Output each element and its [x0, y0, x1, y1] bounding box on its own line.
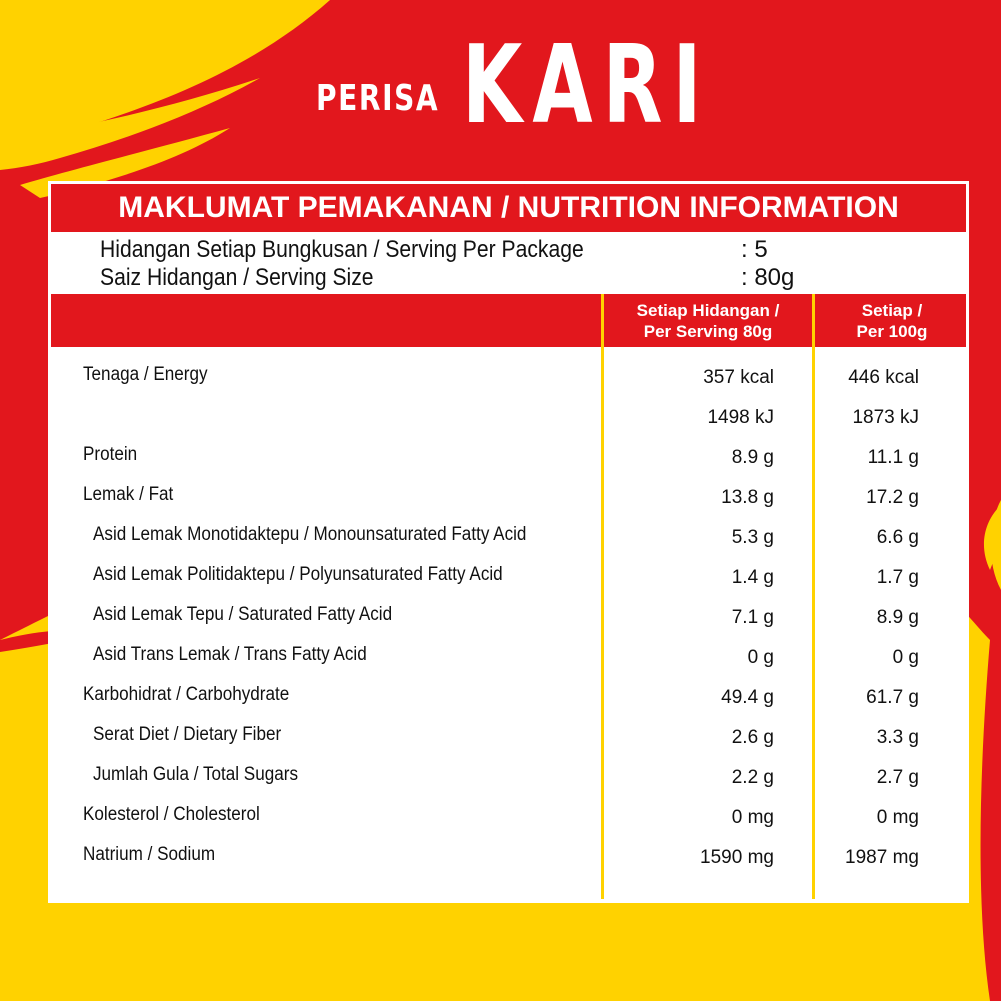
flavour-name: KARI — [462, 23, 712, 148]
row-label: Natrium / Sodium — [83, 844, 216, 865]
per-serving-value: 1498 kJ — [707, 407, 774, 428]
per-100g-value: 3.3 g — [876, 727, 919, 748]
per-serving-value: 13.8 g — [721, 487, 774, 508]
flavour-title — [0, 23, 1001, 150]
column-header-per-serving: Setiap Hidangan / Per Serving 80g — [636, 300, 780, 341]
row-label: Asid Trans Lemak / Trans Fatty Acid — [93, 644, 367, 665]
row-label: Protein — [83, 444, 138, 465]
per-serving-value: 49.4 g — [721, 687, 774, 708]
row-label: Serat Diet / Dietary Fiber — [93, 724, 282, 745]
per-100g-value: 6.6 g — [876, 527, 919, 548]
row-label: Tenaga / Energy — [83, 364, 208, 385]
per-serving-value: 7.1 g — [731, 607, 774, 628]
per-100g-value: 61.7 g — [866, 687, 919, 708]
column-divider — [812, 294, 815, 899]
serving-size-value: : 80g — [741, 264, 795, 291]
per-serving-value: 5.3 g — [731, 527, 774, 548]
per-serving-value: 0 g — [747, 647, 774, 668]
per-serving-value: 357 kcal — [703, 367, 774, 388]
column-header-per-100g: Setiap / Per 100g — [856, 300, 928, 341]
serving-per-package-label: Hidangan Setiap Bungkusan / Serving Per Package — [100, 236, 584, 263]
serving-size-label: Saiz Hidangan / Serving Size — [100, 264, 374, 291]
per-100g-value: 1873 kJ — [852, 407, 919, 428]
per-100g-value: 2.7 g — [876, 767, 919, 788]
serving-per-package-value: : 5 — [741, 236, 768, 263]
row-label: Lemak / Fat — [83, 484, 174, 505]
per-100g-value: 0 mg — [876, 807, 919, 828]
perisa-label: PERISA — [316, 78, 440, 119]
per-100g-value: 1987 mg — [845, 847, 919, 868]
per-100g-value: 8.9 g — [876, 607, 919, 628]
per-serving-value: 2.2 g — [731, 767, 774, 788]
per-100g-value: 17.2 g — [866, 487, 919, 508]
per-serving-value: 1.4 g — [731, 567, 774, 588]
table-header — [51, 294, 966, 347]
per-100g-value: 11.1 g — [867, 447, 919, 468]
row-label: Asid Lemak Politidaktepu / Polyunsaturated Fatty Acid — [93, 564, 503, 585]
panel-title: MAKLUMAT PEMAKANAN / NUTRITION INFORMATION — [51, 184, 966, 232]
per-100g-value: 446 kcal — [848, 367, 919, 388]
column-divider — [601, 294, 604, 899]
per-100g-value: 0 g — [892, 647, 919, 668]
row-label: Asid Lemak Monotidaktepu / Monounsaturated Fatty Acid — [93, 524, 527, 545]
nutrition-panel — [48, 181, 969, 903]
per-100g-value: 1.7 g — [876, 567, 919, 588]
per-serving-value: 2.6 g — [731, 727, 774, 748]
row-label: Kolesterol / Cholesterol — [83, 804, 260, 825]
row-label: Asid Lemak Tepu / Saturated Fatty Acid — [93, 604, 393, 625]
per-serving-value: 0 mg — [731, 807, 774, 828]
row-label: Jumlah Gula / Total Sugars — [93, 764, 299, 785]
row-label: Karbohidrat / Carbohydrate — [83, 684, 290, 705]
per-serving-value: 1590 mg — [700, 847, 774, 868]
per-serving-value: 8.9 g — [731, 447, 774, 468]
